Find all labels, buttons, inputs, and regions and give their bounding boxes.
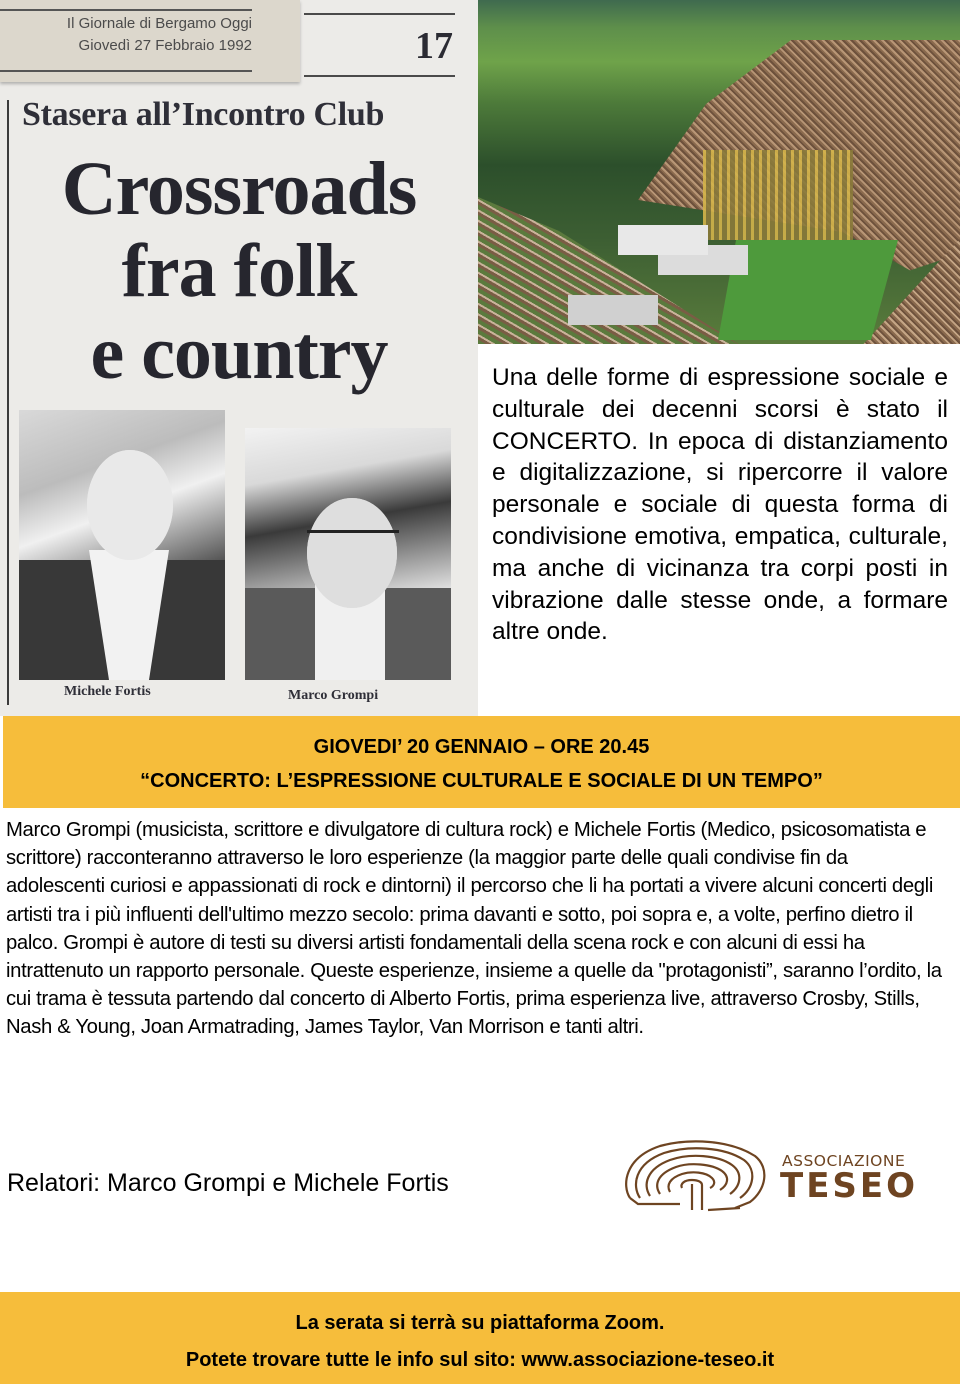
page-number: 17 xyxy=(415,25,453,67)
photo-shape xyxy=(87,450,173,560)
divider xyxy=(0,70,252,72)
logo-text-associazione: ASSOCIAZIONE xyxy=(782,1152,906,1170)
divider xyxy=(304,13,455,15)
platform-info: La serata si terrà su piattaforma Zoom. xyxy=(295,1312,665,1334)
event-description: Marco Grompi (musicista, scrittore e divulgatore di cultura rock) e Michele Fortis (Medico, psicosomatista e scrittore) racconteranno attraverso le loro esperienze (la maggior parte delle quali condivise fin da adolescenti curiosi e appassionati di rock e dintorni) il percorso che li ha portati a vivere alcuni concerti degli artisti tra i più influenti dell'ultimo mezzo secolo: prima davanti e sotto, poi sopra e, a volte, perfino dietro il palco. Grompi è autore di testi su diversi artisti fondamentali della scena rock e con alcuni di essi ha intrattenuto un rapporto personale. Queste esperienze, insieme a quelle da "protagonisti”, saranno l’ordito, la cui trama è tessuta partendo dal concerto di Alberto Fortis, prima esperienza live, attraverso Crosby, Stills, Nash & Young, Joan Armatrading, James Taylor, Van Morrison e tanti altri. xyxy=(6,819,942,1039)
event-date-time: GIOVEDI’ 20 GENNAIO – ORE 20.45 xyxy=(313,736,650,758)
footer-banner xyxy=(0,1292,960,1384)
divider xyxy=(0,9,252,11)
newspaper-date: Giovedì 27 Febbraio 1992 xyxy=(78,37,252,54)
labyrinth-icon xyxy=(620,1138,770,1218)
photo-caption: Marco Grompi xyxy=(288,688,379,703)
intro-paragraph: Una delle forme di espressione sociale e culturale dei decenni scorsi è stato il CONCERTO. In epoca di distanziamento e digitalizzazione, si ripercorre il valore personale e sociale di questa forma di condivisione emotiva, empatica, culturale, ma anche di vicinanza tra corpi posti in vibrazione dalle stesse onde, a formare altre onde. xyxy=(492,364,948,646)
photo-shape xyxy=(307,530,399,551)
photo-shape xyxy=(703,150,853,240)
photo-caption: Michele Fortis xyxy=(64,684,151,699)
concert-crowd-photo xyxy=(478,0,960,344)
headline-line: Crossroads xyxy=(61,147,417,231)
article-headline xyxy=(0,148,478,394)
headline-line: fra folk xyxy=(121,229,357,313)
newspaper-clipping xyxy=(0,0,478,716)
newspaper-title: Il Giornale di Bergamo Oggi xyxy=(66,15,252,32)
photo-shape xyxy=(718,240,898,340)
newspaper-name xyxy=(67,13,252,57)
article-kicker: Stasera all’Incontro Club xyxy=(22,96,385,133)
event-banner xyxy=(3,716,960,808)
event-title: “CONCERTO: L’ESPRESSIONE CULTURALE E SOCIALE DI UN TEMPO” xyxy=(140,770,823,792)
portrait-photo-marco-grompi xyxy=(245,428,451,680)
website-info: Potete trovare tutte le info sul sito: www.associazione-teseo.it xyxy=(185,1349,775,1371)
newspaper-masthead-strip xyxy=(0,0,300,82)
photo-shape xyxy=(618,225,708,255)
photo-shape xyxy=(307,498,397,608)
portrait-photo-michele-fortis xyxy=(19,410,225,680)
logo-text-teseo: TESEO xyxy=(780,1166,919,1206)
divider xyxy=(304,75,455,77)
headline-line: e country xyxy=(90,311,388,395)
speakers-line: Relatori: Marco Grompi e Michele Fortis xyxy=(7,1169,449,1197)
associazione-teseo-logo xyxy=(620,1138,919,1218)
